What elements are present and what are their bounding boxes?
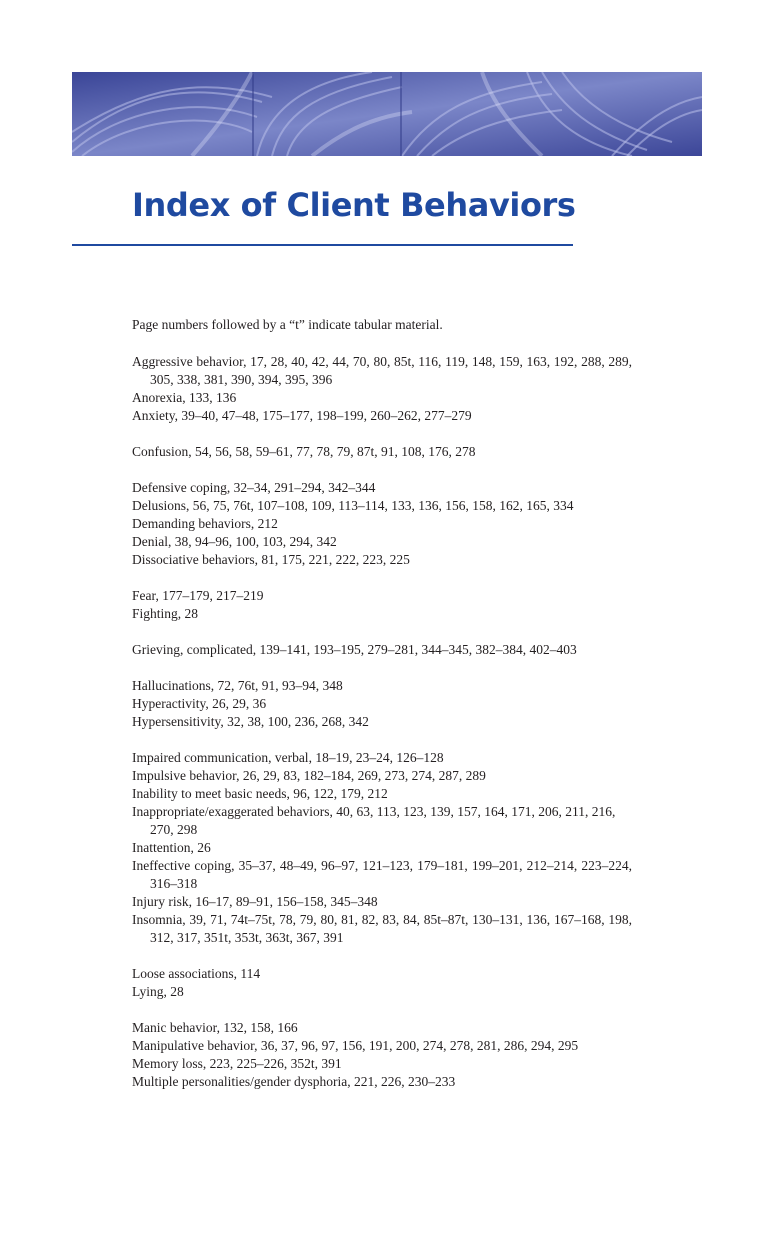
index-entry: Inappropriate/exaggerated behaviors, 40, 63, 113, 123, 139, 157, 164, 171, 206, 211, 216, 270, 298 <box>132 804 616 837</box>
index-page-numbers: 221, 226, 230–233 <box>353 1074 456 1089</box>
index-entry: Anorexia, 133, 136 <box>132 390 237 405</box>
index-entry: Fear, 177–179, 217–219 <box>132 588 264 603</box>
index-term: Delusions <box>132 498 186 513</box>
index-term: Injury risk <box>132 894 189 909</box>
index-term: Insomnia <box>132 912 183 927</box>
index-entry: Aggressive behavior, 17, 28, 40, 42, 44, 70, 80, 85t, 116, 119, 148, 159, 163, 192, 288, 289, 305, 338, 381, 390, 394, 395, 396 <box>132 354 633 387</box>
index-page-numbers: 39, 71, 74t–75t, 78, 79, 80, 81, 82, 83, 84, 85t–87t, 130–131, 136, 167–168, 198, 312, 317, 351t, 353t, 363t, 367, 391 <box>150 912 633 945</box>
index-term: Inattention <box>132 840 191 855</box>
index-entry: Manic behavior, 132, 158, 166 <box>132 1020 298 1035</box>
index-entry: Demanding behaviors, 212 <box>132 516 278 531</box>
index-term: Ineffective coping <box>132 858 232 873</box>
index-term: Hallucinations <box>132 678 211 693</box>
index-page-numbers: 56, 75, 76t, 107–108, 109, 113–114, 133, 136, 156, 158, 162, 165, 334 <box>192 498 574 513</box>
index-entry: Fighting, 28 <box>132 606 199 621</box>
index-group <box>132 353 632 425</box>
index-page-numbers: 32–34, 291–294, 342–344 <box>233 480 376 495</box>
banner-swirl-icon <box>72 72 702 156</box>
index-entry: Denial, 38, 94–96, 100, 103, 294, 342 <box>132 534 337 549</box>
index-entry: Multiple personalities/gender dysphoria, 221, 226, 230–233 <box>132 1074 456 1089</box>
index-group <box>132 749 632 947</box>
index-entry: Impaired communication, verbal, 18–19, 23–24, 126–128 <box>132 750 444 765</box>
index-page-numbers: 39–40, 47–48, 175–177, 198–199, 260–262, 277–279 <box>181 408 472 423</box>
index-entry: Hypersensitivity, 32, 38, 100, 236, 268, 342 <box>132 714 369 729</box>
index-page-numbers: 212 <box>257 516 278 531</box>
index-page-numbers: 28 <box>184 606 199 621</box>
index-page-numbers: 32, 38, 100, 236, 268, 342 <box>227 714 369 729</box>
index-page-numbers: 133, 136 <box>188 390 237 405</box>
index-page-numbers: 54, 56, 58, 59–61, 77, 78, 79, 87t, 91, 108, 176, 278 <box>195 444 476 459</box>
index-term: Anorexia <box>132 390 183 405</box>
index-group <box>132 641 632 659</box>
index-group <box>132 965 632 1001</box>
index-term: Impulsive behavior <box>132 768 237 783</box>
index-page-numbers: 38, 94–96, 100, 103, 294, 342 <box>174 534 337 549</box>
index-intro-note: Page numbers followed by a “t” indicate tabular material. <box>132 317 443 332</box>
index-entry: Defensive coping, 32–34, 291–294, 342–344 <box>132 480 376 495</box>
index-term: Loose associations <box>132 966 234 981</box>
index-term: Memory loss <box>132 1056 203 1071</box>
index-term: Fear <box>132 588 156 603</box>
index-entry: Anxiety, 39–40, 47–48, 175–177, 198–199, 260–262, 277–279 <box>132 408 472 423</box>
index-entry: Inability to meet basic needs, 96, 122, 179, 212 <box>132 786 388 801</box>
index-page-numbers: 96, 122, 179, 212 <box>293 786 388 801</box>
index-entry: Loose associations, 114 <box>132 966 261 981</box>
index-term: Aggressive behavior <box>132 354 244 369</box>
index-term: Fighting <box>132 606 178 621</box>
index-entry: Delusions, 56, 75, 76t, 107–108, 109, 113–114, 133, 136, 156, 158, 162, 165, 334 <box>132 498 574 513</box>
index-page-numbers: 114 <box>240 966 261 981</box>
index-term: Denial <box>132 534 168 549</box>
index-term: Multiple personalities/gender dysphoria <box>132 1074 348 1089</box>
index-page-numbers: 177–179, 217–219 <box>162 588 264 603</box>
index-entry: Impulsive behavior, 26, 29, 83, 182–184, 269, 273, 274, 287, 289 <box>132 768 486 783</box>
index-group <box>132 443 632 461</box>
index-term: Hyperactivity <box>132 696 206 711</box>
index-page-numbers: 26, 29, 83, 182–184, 269, 273, 274, 287, 289 <box>242 768 486 783</box>
index-entry: Ineffective coping, 35–37, 48–49, 96–97, 121–123, 179–181, 199–201, 212–214, 223–224, 316–318 <box>132 858 633 891</box>
index-entry: Confusion, 54, 56, 58, 59–61, 77, 78, 79, 87t, 91, 108, 176, 278 <box>132 444 476 459</box>
index-page-numbers: 81, 175, 221, 222, 223, 225 <box>261 552 410 567</box>
index-page-numbers: 26 <box>197 840 211 855</box>
index-term: Inability to meet basic needs <box>132 786 287 801</box>
index-entry: Insomnia, 39, 71, 74t–75t, 78, 79, 80, 81, 82, 83, 84, 85t–87t, 130–131, 136, 167–168, 198, 312, 317, 351t, 353t, 363t, 367, 391 <box>132 912 633 945</box>
index-group <box>132 479 632 569</box>
index-term: Impaired communication, verbal <box>132 750 309 765</box>
index-page-numbers: 16–17, 89–91, 156–158, 345–348 <box>195 894 378 909</box>
index-term: Defensive coping <box>132 480 227 495</box>
index-term: Lying <box>132 984 164 999</box>
title-underline <box>72 244 573 246</box>
index-term: Confusion <box>132 444 189 459</box>
index-term: Inappropriate/exaggerated behaviors <box>132 804 330 819</box>
index-term: Hypersensitivity <box>132 714 221 729</box>
index-page-numbers: 26, 29, 36 <box>212 696 267 711</box>
index-groups <box>132 353 632 1091</box>
index-term: Demanding behaviors <box>132 516 251 531</box>
index-entry: Lying, 28 <box>132 984 184 999</box>
index-entry: Manipulative behavior, 36, 37, 96, 97, 156, 191, 200, 274, 278, 281, 286, 294, 295 <box>132 1038 579 1053</box>
index-page-numbers: 17, 28, 40, 42, 44, 70, 80, 85t, 116, 119, 148, 159, 163, 192, 288, 289, 305, 338, 381, 390, 394, 395, 396 <box>150 354 633 387</box>
index-page-numbers: 132, 158, 166 <box>223 1020 298 1035</box>
index-entry: Grieving, complicated, 139–141, 193–195, 279–281, 344–345, 382–384, 402–403 <box>132 642 577 657</box>
index-page-numbers: 139–141, 193–195, 279–281, 344–345, 382–384, 402–403 <box>259 642 577 657</box>
index-page-numbers: 72, 76t, 91, 93–94, 348 <box>217 678 343 693</box>
index-entry: Memory loss, 223, 225–226, 352t, 391 <box>132 1056 342 1071</box>
index-page-numbers: 36, 37, 96, 97, 156, 191, 200, 274, 278, 281, 286, 294, 295 <box>260 1038 579 1053</box>
index-term: Manipulative behavior <box>132 1038 255 1053</box>
index-term: Anxiety <box>132 408 175 423</box>
index-entry: Injury risk, 16–17, 89–91, 156–158, 345–348 <box>132 894 378 909</box>
index-group <box>132 677 632 731</box>
index-term: Grieving, complicated <box>132 642 253 657</box>
index-page-numbers: 18–19, 23–24, 126–128 <box>315 750 444 765</box>
index-page-numbers: 223, 225–226, 352t, 391 <box>209 1056 342 1071</box>
header-banner <box>72 72 702 156</box>
index-entry: Inattention, 26 <box>132 840 211 855</box>
page-title: Index of Client Behaviors <box>132 186 576 224</box>
index-page-numbers: 40, 63, 113, 123, 139, 157, 164, 171, 206, 211, 216, 270, 298 <box>150 804 616 837</box>
index-entry: Hallucinations, 72, 76t, 91, 93–94, 348 <box>132 678 343 693</box>
index-entry: Dissociative behaviors, 81, 175, 221, 222, 223, 225 <box>132 552 410 567</box>
index-term: Dissociative behaviors <box>132 552 255 567</box>
index-term: Manic behavior <box>132 1020 217 1035</box>
index-page-numbers: 35–37, 48–49, 96–97, 121–123, 179–181, 199–201, 212–214, 223–224, 316–318 <box>150 858 633 891</box>
index-group <box>132 587 632 623</box>
index-content <box>132 316 632 1109</box>
index-group <box>132 1019 632 1091</box>
index-entry: Hyperactivity, 26, 29, 36 <box>132 696 267 711</box>
index-page-numbers: 28 <box>170 984 184 999</box>
